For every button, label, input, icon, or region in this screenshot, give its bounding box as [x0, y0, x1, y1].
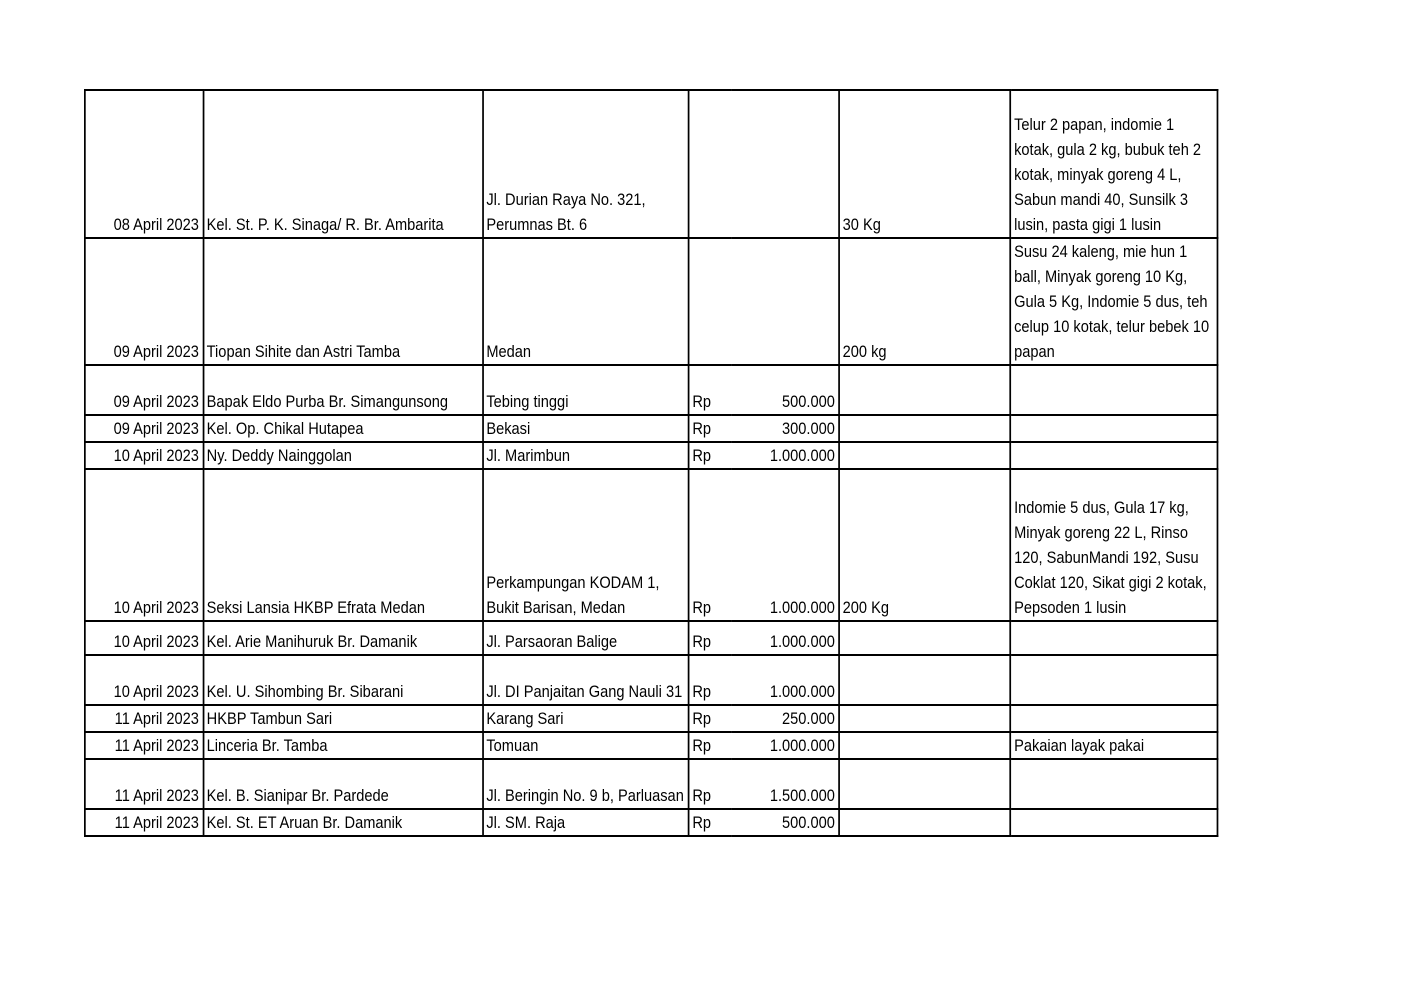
date-cell: 11 April 2023	[85, 759, 203, 809]
table-row	[85, 705, 1218, 732]
items-cell	[1011, 621, 1218, 655]
name-cell: Linceria Br. Tamba	[203, 732, 483, 759]
table-row	[85, 90, 1218, 238]
address-cell: Perkampungan KODAM 1, Bukit Barisan, Medan	[483, 469, 689, 621]
table-row	[85, 621, 1218, 655]
name-cell: Kel. B. Sianipar Br. Pardede	[203, 759, 483, 809]
weight-cell	[839, 732, 1010, 759]
items-cell	[1011, 759, 1218, 809]
table-row	[85, 238, 1218, 365]
table-row	[85, 732, 1218, 759]
currency-cell	[689, 90, 732, 238]
currency-cell: Rp	[689, 705, 732, 732]
date-cell: 11 April 2023	[85, 705, 203, 732]
items-cell	[1011, 365, 1218, 415]
name-cell: Kel. Arie Manihuruk Br. Damanik	[203, 621, 483, 655]
weight-cell	[839, 621, 1010, 655]
items-cell	[1011, 705, 1218, 732]
table-row	[85, 442, 1218, 469]
address-cell: Jl. SM. Raja	[483, 809, 689, 836]
table-row	[85, 655, 1218, 705]
amount-cell: 250.000	[732, 705, 839, 732]
address-cell: Jl. Durian Raya No. 321, Perumnas Bt. 6	[483, 90, 689, 238]
amount-cell: 500.000	[732, 365, 839, 415]
items-cell	[1011, 655, 1218, 705]
name-cell: Seksi Lansia HKBP Efrata Medan	[203, 469, 483, 621]
amount-cell	[732, 238, 839, 365]
date-cell: 11 April 2023	[85, 732, 203, 759]
weight-cell	[839, 415, 1010, 442]
address-cell: Tebing tinggi	[483, 365, 689, 415]
date-cell: 09 April 2023	[85, 415, 203, 442]
currency-cell: Rp	[689, 621, 732, 655]
items-cell	[1011, 415, 1218, 442]
amount-cell: 500.000	[732, 809, 839, 836]
items-cell: Susu 24 kaleng, mie hun 1 ball, Minyak goreng 10 Kg, Gula 5 Kg, Indomie 5 dus, teh celup 10 kotak, telur bebek 10 papan	[1011, 238, 1218, 365]
weight-cell	[839, 365, 1010, 415]
address-cell: Medan	[483, 238, 689, 365]
address-cell: Jl. Beringin No. 9 b, Parluasan	[483, 759, 689, 809]
table-row	[85, 759, 1218, 809]
name-cell: Tiopan Sihite dan Astri Tamba	[203, 238, 483, 365]
currency-cell: Rp	[689, 809, 732, 836]
weight-cell: 30 Kg	[839, 90, 1010, 238]
currency-cell: Rp	[689, 469, 732, 621]
weight-cell	[839, 809, 1010, 836]
date-cell: 10 April 2023	[85, 621, 203, 655]
amount-cell: 1.000.000	[732, 732, 839, 759]
currency-cell: Rp	[689, 365, 732, 415]
weight-cell	[839, 655, 1010, 705]
name-cell: HKBP Tambun Sari	[203, 705, 483, 732]
address-cell: Karang Sari	[483, 705, 689, 732]
date-cell: 11 April 2023	[85, 809, 203, 836]
date-cell: 08 April 2023	[85, 90, 203, 238]
items-cell	[1011, 442, 1218, 469]
name-cell: Kel. St. ET Aruan Br. Damanik	[203, 809, 483, 836]
table-row	[85, 809, 1218, 836]
address-cell: Tomuan	[483, 732, 689, 759]
weight-cell	[839, 705, 1010, 732]
name-cell: Bapak Eldo Purba Br. Simangunsong	[203, 365, 483, 415]
table-row	[85, 415, 1218, 442]
amount-cell: 1.000.000	[732, 655, 839, 705]
amount-cell: 1.000.000	[732, 469, 839, 621]
amount-cell: 300.000	[732, 415, 839, 442]
items-cell: Indomie 5 dus, Gula 17 kg, Minyak goreng 22 L, Rinso 120, SabunMandi 192, Susu Coklat 120, Sikat gigi 2 kotak, Pepsoden 1 lusin	[1011, 469, 1218, 621]
date-cell: 09 April 2023	[85, 238, 203, 365]
name-cell: Ny. Deddy Nainggolan	[203, 442, 483, 469]
currency-cell: Rp	[689, 442, 732, 469]
weight-cell: 200 kg	[839, 238, 1010, 365]
address-cell: Jl. Marimbun	[483, 442, 689, 469]
table-row	[85, 365, 1218, 415]
name-cell: Kel. U. Sihombing Br. Sibarani	[203, 655, 483, 705]
currency-cell: Rp	[689, 759, 732, 809]
items-cell: Pakaian layak pakai	[1011, 732, 1218, 759]
address-cell: Jl. Parsaoran Balige	[483, 621, 689, 655]
donation-table	[84, 89, 1218, 837]
table-row	[85, 469, 1218, 621]
address-cell: Jl. DI Panjaitan Gang Nauli 31	[483, 655, 689, 705]
currency-cell: Rp	[689, 415, 732, 442]
amount-cell: 1.500.000	[732, 759, 839, 809]
amount-cell	[732, 90, 839, 238]
currency-cell: Rp	[689, 732, 732, 759]
name-cell: Kel. Op. Chikal Hutapea	[203, 415, 483, 442]
date-cell: 10 April 2023	[85, 655, 203, 705]
date-cell: 10 April 2023	[85, 442, 203, 469]
date-cell: 10 April 2023	[85, 469, 203, 621]
amount-cell: 1.000.000	[732, 442, 839, 469]
amount-cell: 1.000.000	[732, 621, 839, 655]
currency-cell	[689, 238, 732, 365]
name-cell: Kel. St. P. K. Sinaga/ R. Br. Ambarita	[203, 90, 483, 238]
items-cell: Telur 2 papan, indomie 1 kotak, gula 2 kg, bubuk teh 2 kotak, minyak goreng 4 L, Sabun mandi 40, Sunsilk 3 lusin, pasta gigi 1 lusin	[1011, 90, 1218, 238]
weight-cell: 200 Kg	[839, 469, 1010, 621]
currency-cell: Rp	[689, 655, 732, 705]
date-cell: 09 April 2023	[85, 365, 203, 415]
weight-cell	[839, 442, 1010, 469]
items-cell	[1011, 809, 1218, 836]
weight-cell	[839, 759, 1010, 809]
address-cell: Bekasi	[483, 415, 689, 442]
